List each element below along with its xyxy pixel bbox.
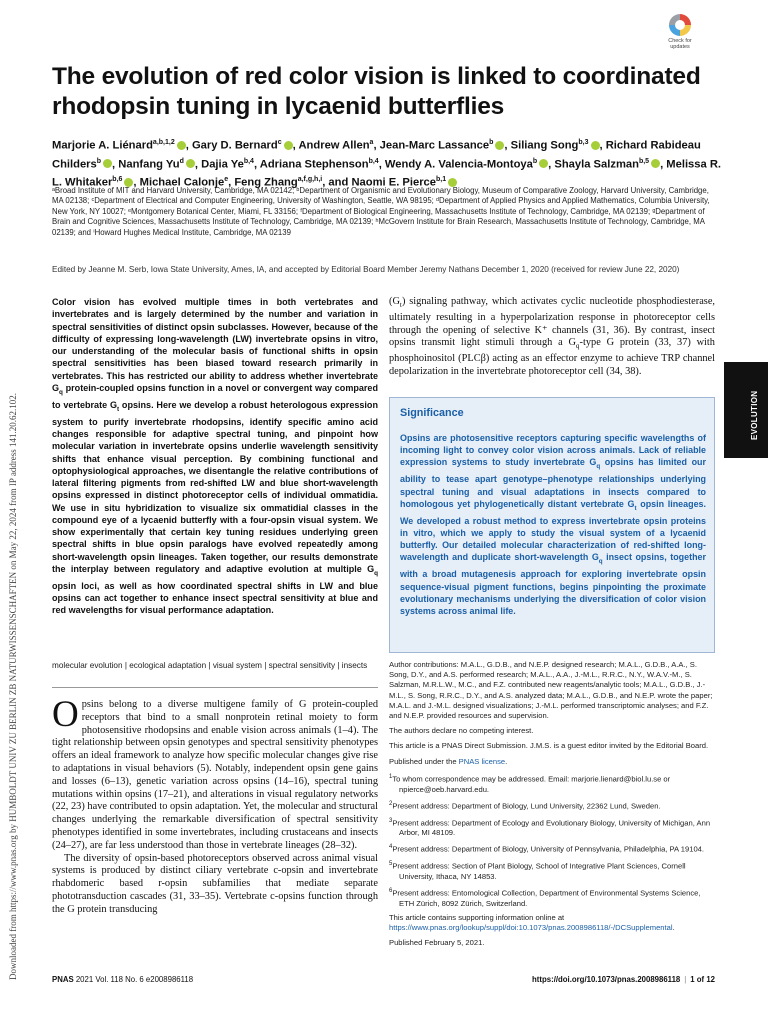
author-name[interactable]: Adriana Stephenson (259, 158, 369, 171)
license-note (389, 757, 715, 767)
footnote: $^5$Present address: Section of Plant Biology, School of Integrative Plant Sciences, Cornell University, Ithaca, NY 14853. (389, 861, 686, 881)
download-note (2, 300, 18, 980)
author-affiliation-marker: a,b,1,2 (152, 139, 175, 146)
significance-text: Opsins are photosensitive receptors capturing specific wavelengths of incoming light to convey color vision across animals. Lack of reliable expression systems to study invertebrate $G_q$ opsins has limited our ability to tease apart genotype–phenotype relationships underlying spectral tuning and visual adaptations in insects compared to homologous yet phylogenetically distant vertebrate $G_t$ opsin lineages. We developed a robust method to express invertebrate opsin proteins in vitro, which we apply to study the visual system of a lycaenid butterfly. Our detailed molecular characterization of red-shifted long-wavelength and duplicate short-wavelength $G_q$ insect opsins, together with a broad mutagenesis approach for exploring invertebrate opsin sequence-visual pigment functions, begins pinpointing the proximate evolutionary mechanisms underlying the diversification of color vision systems across animal life. (400, 433, 706, 616)
article-notes (389, 660, 715, 954)
journal-name: PNAS (52, 975, 74, 984)
abstract: Color vision has evolved multiple times in both vertebrates and invertebrates and is largely determined by the number and variation in spectral sensitivities of distinct opsin subclasses. However, because of the difficulty of expressing long-wavelength (LW) invertebrate opsins in vitro, our understanding of the molecular basis of functional shifts in opsin spectral sensitivities has been biased toward research primarily in vertebrates. This has restricted our ability to address whether invertebrate $G_q$ protein-coupled opsins function in a novel or convergent way compared to vertebrate $G_t$ opsins. Here we develop a robust heterologous expression system to purify invertebrate rhodopsins, identify specific amino acid changes responsible for adaptive spectral tuning, and pinpoint how molecular variation in invertebrate opsins underlie wavelength sensitivity shifts that enhance visual perception. By combining functional and optophysiological approaches, we disentangle the relative contributions of lateral filtering pigments from red-shifted LW and blue short-wavelength opsins expressed in distinct photoreceptor cells of individual ommatidia. We use in situ hybridization to visualize six ommatidial classes in the compound eye of a lycaenid butterfly with a four-opsin visual system. We show experimentally that certain key tuning residues underlying green spectral shifts in blue opsin paralogs have evolved repeatedly among short-wavelength opsin lineages. Taken together, our results demonstrate the interplay between regulatory and adaptive evolution at multiple $G_q$ opsin loci, as well as how coordinated spectral shifts in LW and blue opsins can act together to enhance insect spectral sensitivity at blue and red wavelengths for visual performance adaptation. (52, 297, 378, 616)
author-affiliation-marker: b,6 (112, 176, 123, 184)
footnote-marker: 4 (389, 844, 393, 851)
significance-box (389, 397, 715, 653)
editor-note: Edited by Jeanne M. Serb, Iowa State University, Ames, IA, and accepted by Editorial Board Member Jeremy Nathans December 1, 2020 (received for review June 22, 2020) (52, 265, 680, 274)
affiliations: ᵃBroad Institute of MIT and Harvard University, Cambridge, MA 02142; ᵇDepartment of Organismic and Evolutionary Biology, Museum of Comparative Zoology, Harvard University, Cambridge, MA 02138; ᶜDepartment of Electrical and Computer Engineering, University of Washington, Seattle, WA 98195; ᵈDepartment of Applied Physics and Applied Mathematics, Columbia University, New York, NY 10027; ᵉMontgomery Botanical Center, Miami, FL 33156; ᶠDepartment of Biological Engineering, Massachusetts Institute of Technology, Cambridge, MA 02139; ᵍDepartment of Brain and Cognitive Sciences, Massachusetts Institute of Technology, Cambridge, MA 02139; ʰMcGovern Institute for Brain Research, Massachusetts Institute of Technology, Cambridge, MA 02139; and ⁱHoward Hughes Medical Institute, Cambridge, MA 02139 (52, 186, 710, 237)
author-affiliation-marker: b (96, 157, 102, 165)
orcid-icon[interactable] (177, 141, 186, 150)
author-name[interactable]: Nanfang Yu (118, 158, 180, 171)
footnote-marker: 5 (389, 861, 393, 868)
section-tab-label: EVOLUTION (750, 390, 759, 440)
supporting-info-link[interactable]: https://www.pnas.org/lookup/suppl/doi:10.1073/pnas.2008986118/-/DCSupplemental (389, 923, 673, 933)
author-name[interactable]: Jean-Marc Lassance (379, 139, 490, 152)
author-list: Marjorie A. Liénard$^{a,b,1,2}$ , Gary D. Bernard$^c$ , Andrew Allen$^a$, Jean-Marc Lassance$^b$ , Siliang Song$^{b,3}$ , Richard Rabideau Childers$^b$ , Nanfang Yu$^d$ , Dajia Ye$^{b,4}$, Adriana Stephenson$^{b,4}$, Wendy A. Valencia-Montoya$^b$ , Shayla Salzman$^{b,5}$ , Melissa R. L. Whitaker$^{b,6}$ , Michael Calonje$^e$, Feng Zhang$^{a,f,g,h,i}$, and Naomi E. Pierce$^{b,1}$ (52, 139, 722, 190)
author-name[interactable]: Gary D. Bernard (191, 139, 278, 152)
author-name[interactable]: Dajia Ye (201, 158, 244, 171)
footnote-list (389, 772, 715, 909)
author-name[interactable]: Siliang Song (510, 139, 579, 152)
competing-interest: The authors declare no competing interest. (389, 726, 534, 736)
body-paragraph-2: The diversity of opsin-based photoreceptors observed across animal visual systems is produced by distinct ciliary vertebrate c-opsin and invertebrate rhabdomeric based r-opsin subfamilies that mediate separate phototransduction cascades (31, 33–35). Vertebrate c-opsins function through the G protein transducing (52, 852, 378, 915)
license-suffix: . (505, 756, 508, 766)
footer-doi (470, 975, 715, 984)
footnote-marker: 2 (389, 800, 393, 807)
keywords: molecular evolution | ecological adaptation | visual system | spectral sensitivity | insects (52, 661, 368, 670)
paper-title: The evolution of red color vision is linked to coordinated rhodopsin tuning in lycaenid butterflies (52, 63, 701, 120)
supporting-prefix: This article contains supporting information online at (389, 913, 565, 923)
footnote: $^6$Present address: Entomological Collection, Department of Environmental Systems Science, ETH Zürich, 8092 Zürich, Switzerland. (389, 888, 701, 908)
author-name[interactable]: Wendy A. Valencia-Montoya (384, 158, 533, 171)
orcid-icon[interactable] (591, 141, 600, 150)
badge-line-1: Check for (668, 38, 692, 44)
author-affiliation-marker: b,3 (578, 139, 589, 146)
author-affiliation-marker: b,1 (436, 176, 447, 184)
body-text-column-1 (52, 694, 378, 917)
keywords-divider (52, 687, 378, 688)
crossmark-icon (669, 14, 691, 36)
direct-submission-note: This article is a PNAS Direct Submission. J.M.S. is a guest editor invited by the Editorial Board. (389, 741, 709, 751)
author-affiliation-marker: b (489, 139, 494, 146)
license-prefix: Published under the (389, 756, 459, 766)
author-affiliation-marker: b,4 (368, 157, 379, 165)
footnote-marker: 1 (389, 773, 393, 780)
body-paragraph-1: psins belong to a diverse multigene family of G protein-coupled receptors that bind to a small nonprotein retinal moiety to form photosensitive rhodopsins and enable vision across animals (1–4). The tight relationship between opsin genotypes and spectral sensitivity phenotypes offers an ideal framework to analyze how specific molecular changes give rise to adaptations in visual behaviors (5). Notably, independent opsin gene gains and losses (6–13), genetic variation across opsins (14–16), spectral tuning mutations within opsins (17–21), and alterations in visual regulatory networks (22, 23) have contributed to opsin adaptation. Yet, the molecular and structural changes underlying the remarkable diversification of spectral sensitivity phenotypes identified in some invertebrates, including crustaceans and insects (24–27), are far less understood than those in vertebrate lineages (28–32). (52, 699, 378, 851)
author-contributions: Author contributions: M.A.L., G.D.B., and N.E.P. designed research; M.A.L., G.D.B., A.A., S. Song, D.Y., and A.S. performed research; M.A.L., A.A., J.-M.L., R.R.C., N.Y., W.A.V.-M., S. Salzman, M.R.L.W., M.C., and F.Z. contributed new reagents/analytic tools; M.A.L., G.D.B., J.-M.L., S. Song, R.R.C., D.Y., and A.S. analyzed data; M.A.L., G.D.B., and N.E.P. wrote the paper; M.A.L. and J.-M.L. designed visualizations; J.-M.L. performed transcriptomic analyses; and F.Z. and N.E.P. provided resources and supervision. (389, 660, 713, 721)
doi-link[interactable]: https://doi.org/10.1073/pnas.2008986118 (532, 975, 681, 984)
footnote: $^3$Present address: Department of Ecology and Evolutionary Biology, University of Michigan, Ann Arbor, MI 48109. (389, 817, 711, 838)
author-affiliation-marker: d (179, 157, 184, 165)
footnote: $^4$Present address: Department of Biology, University of Pennsylvania, Philadelphia, PA 19104. (389, 844, 705, 854)
footer-citation (52, 975, 193, 984)
orcid-icon[interactable] (539, 159, 548, 168)
orcid-icon[interactable] (284, 141, 293, 150)
author-name[interactable]: Melissa R. L. Whitaker (52, 158, 722, 190)
supporting-info-note (389, 913, 715, 933)
orcid-icon[interactable] (103, 159, 112, 168)
orcid-icon[interactable] (651, 159, 660, 168)
author-affiliation-marker: b (532, 157, 538, 165)
author-name[interactable]: Marjorie A. Liénard (52, 139, 153, 152)
author-affiliation-marker: e (224, 176, 229, 184)
footnote-marker: 6 (389, 888, 393, 895)
check-for-updates-label (660, 38, 700, 50)
footer-separator: | (684, 975, 687, 984)
author-name[interactable]: Naomi E. Pierce (351, 177, 437, 190)
footnote: $^1$To whom correspondence may be addressed. Email: marjorie.lienard@biol.lu.se or npierce@oeb.harvard.edu. (389, 773, 671, 794)
download-note-text: Downloaded from https://www.pnas.org by HUMBOLDT UNIV ZU BERLIN ZB NATURWISSENSCHAFTEN on May 22, 2024 from IP address 141.20.62.102. (8, 392, 18, 980)
author-affiliation-marker: b,5 (638, 157, 650, 165)
footnote-marker: 3 (389, 817, 393, 824)
page-number: 1 of 12 (690, 975, 715, 984)
author-name[interactable]: Feng Zhang (234, 177, 298, 190)
body-text-column-2: $(G_t)$ signaling pathway, which activates cyclic nucleotide phosphodiesterase, ultimately resulting in a hyperpolarization response in photoreceptor cells through the opening of selective K⁺ channels (31, 36). By contrast, insect opsins transmit light stimuli through a $G_q$-type G protein (33, 37) with phosphoinositol (PLCβ) acting as an effector enzyme to achieve TRP channel depolarization in the invertebrate photoreceptor cell (34, 38). (389, 296, 715, 378)
citation-text: 2021 Vol. 118 No. 6 e2008986118 (75, 975, 194, 984)
supporting-suffix: . (672, 923, 675, 933)
published-date: Published February 5, 2021. (389, 938, 485, 948)
orcid-icon[interactable] (186, 159, 195, 168)
significance-title: Significance (400, 407, 464, 419)
section-tab (724, 362, 768, 458)
author-affiliation-marker: b,4 (243, 157, 254, 165)
badge-line-2: updates (670, 44, 690, 50)
author-name[interactable]: Andrew Allen (298, 139, 370, 152)
license-link[interactable]: PNAS license (458, 756, 506, 766)
author-name[interactable]: Shayla Salzman (554, 158, 639, 171)
author-name[interactable]: Michael Calonje (139, 177, 225, 190)
drop-cap: O (52, 694, 79, 735)
author-name[interactable]: Richard Rabideau Childers (52, 139, 701, 171)
author-affiliation-marker: c (277, 139, 282, 146)
footnote: $^2$Present address: Department of Biology, Lund University, 22362 Lund, Sweden. (389, 800, 661, 811)
author-affiliation-marker: a (369, 139, 374, 146)
check-for-updates-badge[interactable] (660, 14, 700, 58)
author-affiliation-marker: a,f,g,h,i (297, 176, 323, 184)
orcid-icon[interactable] (495, 141, 504, 150)
